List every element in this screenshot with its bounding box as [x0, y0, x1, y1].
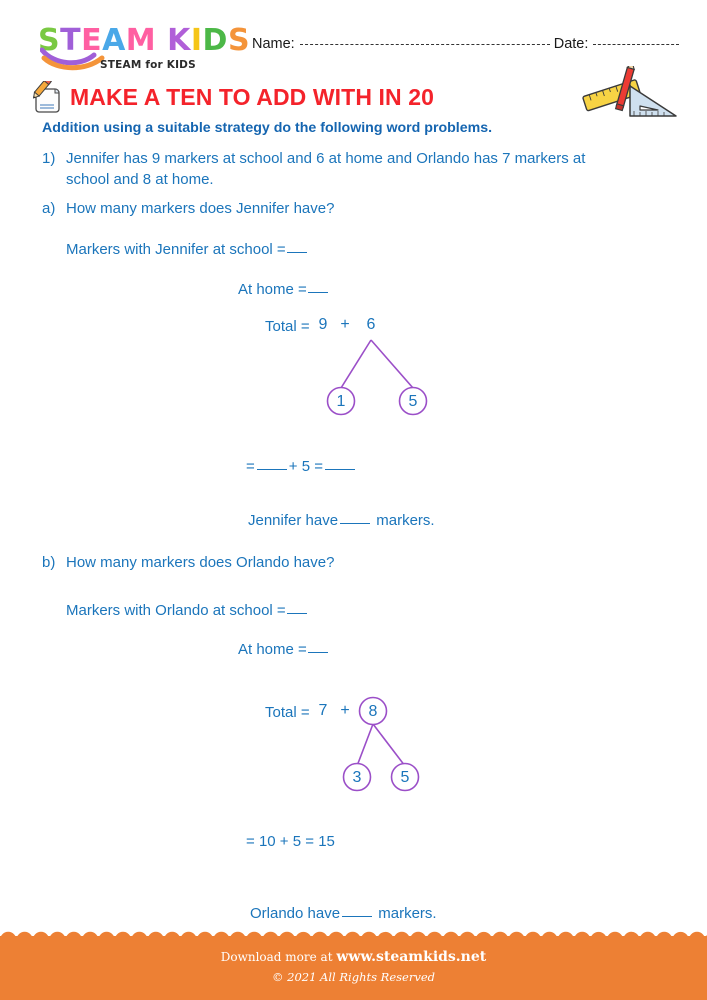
page-title: MAKE A TEN TO ADD WITH IN 20	[70, 83, 434, 110]
part-b-eq-addend: 5	[292, 833, 302, 850]
ruler-pencil-triangle-icon	[578, 66, 682, 122]
logo-letter-5	[156, 26, 167, 56]
number-bond-b	[265, 704, 465, 804]
logo-letter-7: I	[190, 23, 203, 58]
part-a-eq-sign-2: =	[314, 458, 323, 475]
question-text	[66, 148, 672, 190]
bond-b-left-value: 3	[352, 769, 362, 786]
date-label: Date:	[553, 36, 589, 52]
name-date-row	[252, 36, 683, 52]
part-a-prompt: How many markers does Jennifer have?	[66, 200, 335, 217]
bond-a-left-value: 1	[336, 393, 346, 410]
part-a-school-blank[interactable]	[287, 252, 307, 253]
part-b-school-blank[interactable]	[287, 613, 307, 614]
page-header	[0, 0, 707, 72]
logo-letter-2: E	[81, 23, 103, 58]
part-b-home-label: At home =	[238, 641, 307, 658]
part-a-eq-plus: +	[288, 458, 298, 475]
question-line-2: school and 8 at home.	[66, 171, 214, 188]
part-a-school-label: Markers with Jennifer at school =	[66, 241, 286, 258]
part-b-answer-row	[250, 905, 437, 922]
part-a-equation-row	[246, 458, 357, 475]
part-b-equation-row	[246, 833, 335, 850]
part-b-answer-suffix: markers.	[378, 905, 437, 922]
question-1	[42, 148, 672, 190]
logo-tagline: STEAM for KIDS	[100, 59, 196, 71]
part-a-prompt-row	[42, 200, 334, 217]
part-b-home-blank[interactable]	[308, 652, 328, 653]
logo-letter-0: S	[38, 23, 61, 58]
bond-b-total-label: Total =	[265, 704, 310, 721]
part-b-answer-prefix: Orlando have	[250, 905, 341, 922]
part-b-eq-sum-2: 15	[318, 833, 335, 850]
part-a-letter: a)	[42, 200, 56, 217]
date-input[interactable]	[593, 44, 679, 45]
bond-b-addend-right: 8	[368, 703, 378, 720]
bond-a-plus-sign: +	[340, 316, 350, 333]
logo-letter-4: M	[125, 23, 157, 58]
number-bond-a	[265, 318, 465, 428]
part-a-eq-sign-1: =	[246, 458, 255, 475]
part-b-eq-sign-1: =	[246, 833, 255, 850]
page-footer	[0, 937, 707, 1000]
footer-download-prefix: Download more at	[220, 950, 333, 964]
bond-a-total-label: Total =	[265, 318, 310, 335]
footer-site-link[interactable]: www.steamkids.net	[336, 949, 487, 965]
part-a-home-blank[interactable]	[308, 292, 328, 293]
part-a-equation-blank-2[interactable]	[325, 469, 355, 470]
name-label: Name:	[252, 36, 295, 52]
part-a-equation-blank-1[interactable]	[257, 469, 287, 470]
part-b-prompt-row	[42, 554, 334, 571]
part-a-answer-blank[interactable]	[340, 523, 370, 524]
part-a-answer-prefix: Jennifer have	[248, 512, 339, 529]
name-input[interactable]	[300, 44, 550, 45]
bond-a-right-value: 5	[408, 393, 418, 410]
logo-wordmark	[38, 23, 251, 58]
worksheet-title-row	[30, 80, 434, 114]
part-a-eq-addend: 5	[301, 458, 311, 475]
logo-letter-6: K	[167, 23, 191, 58]
footer-download-line	[0, 949, 707, 965]
footer-copyright: © 2021 All Rights Reserved	[271, 970, 435, 984]
bond-b-addend-left: 7	[318, 702, 328, 719]
bond-b-right-value: 5	[400, 769, 410, 786]
steam-kids-logo	[38, 23, 251, 72]
part-a-home-row	[238, 281, 329, 298]
part-b-eq-sum-1: 10	[258, 833, 276, 850]
part-b-school-label: Markers with Orlando at school =	[66, 602, 286, 619]
part-a-school-row	[66, 241, 308, 258]
bond-a-addend-right: 6	[366, 316, 376, 333]
part-a-answer-row	[248, 512, 435, 529]
part-a-home-label: At home =	[238, 281, 307, 298]
pencil-paper-icon	[30, 81, 64, 113]
logo-letter-9: S	[227, 23, 251, 58]
part-b-home-row	[238, 641, 329, 658]
part-b-prompt: How many markers does Orlando have?	[66, 554, 335, 571]
part-b-letter: b)	[42, 554, 56, 571]
part-a-answer-suffix: markers.	[376, 512, 435, 529]
part-b-eq-sign-2: =	[305, 833, 315, 850]
part-b-answer-blank[interactable]	[342, 916, 372, 917]
part-b-school-row	[66, 602, 308, 619]
footer-scallop-edge	[0, 928, 707, 940]
logo-letter-3: A	[102, 23, 126, 58]
question-line-1: Jennifer has 9 markers at school and 6 at home and Orlando has 7 markers at	[66, 150, 586, 167]
bond-a-addend-left: 9	[318, 316, 328, 333]
part-b-eq-plus: +	[279, 833, 289, 850]
bond-b-plus-sign: +	[340, 702, 350, 719]
logo-letter-8: D	[202, 23, 228, 58]
logo-letter-1: T	[60, 23, 82, 58]
question-number: 1)	[42, 150, 56, 167]
worksheet-subtitle: Addition using a suitable strategy do the following word problems.	[42, 120, 493, 136]
bond-a-branches	[265, 318, 465, 428]
